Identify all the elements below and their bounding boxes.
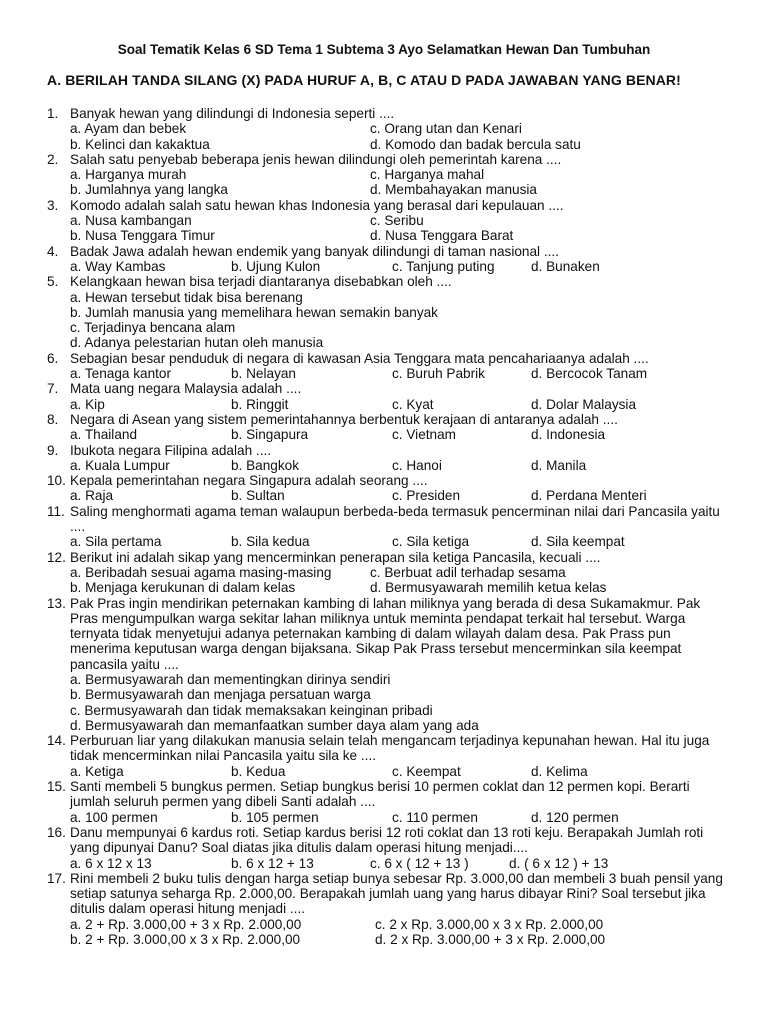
option-d: d. Adanya pelestarian hutan oleh manusia xyxy=(70,335,324,351)
option-a: a. Kuala Lumpur xyxy=(70,457,170,473)
option-b: b. Jumlahnya yang langka xyxy=(70,182,228,198)
option-d: d. Komodo dan badak bercula satu xyxy=(370,136,581,152)
question-text: Banyak hewan yang dilindungi di Indonesia seperti .... xyxy=(70,106,395,121)
option-c: c. Keempat xyxy=(392,763,461,779)
option-d: d. Indonesia xyxy=(531,427,606,443)
question-text: Kelangkaan hewan bisa terjadi diantaranya disebabkan oleh .... xyxy=(70,274,452,290)
option-d: d. Sila keempat xyxy=(531,534,625,550)
option-b: b. Singapura xyxy=(231,427,309,443)
option-c: c. Hanoi xyxy=(392,457,442,473)
option-b: b. Bangkok xyxy=(231,457,300,473)
question-number: 5. xyxy=(47,274,59,290)
question-list xyxy=(47,106,727,947)
question-text: Badak Jawa adalah hewan endemik yang banyak dilindungi di taman nasional .... xyxy=(70,243,559,259)
option-d: d. Membahayakan manusia xyxy=(370,182,537,198)
question-number: 10. xyxy=(47,473,66,489)
question-number: 14. xyxy=(47,733,66,749)
option-d: d. Manila xyxy=(531,457,587,473)
option-c: c. Harganya mahal xyxy=(370,167,485,183)
option-a: a. Beribadah sesuai agama masing-masing xyxy=(70,564,332,580)
question-4 xyxy=(47,244,727,275)
option-c: c. 6 x ( 12 + 13 ) xyxy=(370,855,469,871)
option-b: b. Sultan xyxy=(231,488,285,504)
question-number: 8. xyxy=(47,411,59,427)
option-a: a. Thailand xyxy=(70,427,138,443)
option-b: b. Kelinci dan kakaktua xyxy=(70,136,210,152)
question-16 xyxy=(47,825,727,871)
option-a: a. Tenaga kantor xyxy=(70,366,172,382)
option-a: a. Hewan tersebut tidak bisa berenang xyxy=(70,289,303,305)
option-b: b. Bermusyawarah dan menjaga persatuan warga xyxy=(70,687,371,703)
question-text: Perburuan liar yang dilakukan manusia selain telah mengancam terjadinya kepunahan hewan. Hal itu juga tidak mencerminkan nilai Pancasila yaitu sila ke .... xyxy=(70,733,710,764)
option-d: d. Bermusyawarah dan memanfaatkan sumber daya alam yang ada xyxy=(70,717,479,733)
option-d: d. Nusa Tenggara Barat xyxy=(370,228,514,244)
option-a: a. Sila pertama xyxy=(70,534,162,550)
question-number: 4. xyxy=(47,243,59,259)
question-11 xyxy=(47,504,727,550)
option-d: d. Bermusyawarah memilih ketua kelas xyxy=(370,580,607,596)
option-b: b. 105 permen xyxy=(231,809,319,825)
option-c: c. Kyat xyxy=(392,396,434,412)
option-a: a. Raja xyxy=(70,488,114,504)
question-8 xyxy=(47,412,727,443)
question-text: Kepala pemerintahan negara Singapura adalah seorang .... xyxy=(70,473,428,489)
option-d: d. Bunaken xyxy=(531,258,600,274)
option-d: d. Bercocok Tanam xyxy=(531,366,648,382)
option-c: c. Tanjung puting xyxy=(392,258,495,274)
option-c: c. Seribu xyxy=(370,213,424,229)
question-text: Ibukota negara Filipina adalah .... xyxy=(70,442,272,458)
option-c: c. 110 permen xyxy=(392,809,478,825)
option-b: b. Kedua xyxy=(231,763,286,779)
question-2 xyxy=(47,152,727,198)
option-d: d. Perdana Menteri xyxy=(531,488,647,504)
option-d: d. ( 6 x 12 ) + 13 xyxy=(509,855,609,871)
question-text: Rini membeli 2 buku tulis dengan harga setiap bunya sebesar Rp. 3.000,00 dan membeli 3 buah pensil yang setiap satunya seharga Rp. 2.000,00. Berapakah jumlah uang yang harus dibayar Rini? Soal tersebut jika ditulis dalam operasi hitung menjadi .... xyxy=(70,870,723,917)
question-text: Negara di Asean yang sistem pemerintahannya berbentuk kerajaan di antaranya adalah .... xyxy=(70,411,618,427)
option-b: b. Ringgit xyxy=(231,396,289,412)
option-a: a. Way Kambas xyxy=(70,258,166,274)
option-a: a. 100 permen xyxy=(70,809,158,825)
option-b: b. 2 + Rp. 3.000,00 x 3 x Rp. 2.000,00 xyxy=(70,932,301,948)
question-number: 15. xyxy=(47,779,66,795)
option-c: c. Buruh Pabrik xyxy=(392,366,485,382)
question-text: Saling menghormati agama teman walaupun berbeda-beda termasuk pencerminan nilai dari Pancasila yaitu .... xyxy=(70,503,720,535)
question-9 xyxy=(47,443,727,474)
option-b: b. Nelayan xyxy=(231,366,296,382)
question-text: Santi membeli 5 bungkus permen. Setiap bungkus berisi 10 permen coklat dan 12 permen kopi. Berarti jumlah seluruh permen yang dibeli Santi adalah .... xyxy=(70,779,690,810)
option-c: c. Orang utan dan Kenari xyxy=(370,121,522,137)
option-b: b. Nusa Tenggara Timur xyxy=(70,228,215,244)
question-text: Mata uang negara Malaysia adalah .... xyxy=(70,381,302,397)
question-text: Pak Pras ingin mendirikan peternakan kambing di lahan miliknya yang berada di desa Sukamakmur. Pak Pras mengumpulkan warga sekitar lahan miliknya untuk meminta pendapat terkait hal tersebut. Warga ternyata tidak menyetujui adanya peternakan kambing di dalam wilayah dalam desa. Pak Prass pun menerima keputusan warga dengan bijaksana. Sikap Pak Prass tersebut mencerminkan sila keempat pancasila yaitu .... xyxy=(70,595,701,672)
question-number: 13. xyxy=(47,595,66,611)
option-a: a. Bermusyawarah dan mementingkan dirinya sendiri xyxy=(70,671,391,687)
option-c: c. 2 x Rp. 3.000,00 x 3 x Rp. 2.000,00 xyxy=(375,916,604,932)
section-heading: A. BERILAH TANDA SILANG (X) PADA HURUF A, B, C ATAU D PADA JAWABAN YANG BENAR! xyxy=(47,72,681,88)
question-6 xyxy=(47,351,727,382)
question-number: 9. xyxy=(47,442,59,458)
question-10 xyxy=(47,473,727,504)
question-5 xyxy=(47,274,727,350)
question-13 xyxy=(47,596,727,734)
option-d: d. Kelima xyxy=(531,763,588,779)
question-number: 16. xyxy=(47,824,66,840)
option-a: a. Nusa kambangan xyxy=(70,213,192,229)
option-c: c. Berbuat adil terhadap sesama xyxy=(370,564,566,580)
question-14 xyxy=(47,733,727,779)
option-b: b. 6 x 12 + 13 xyxy=(231,855,314,871)
option-d: d. 120 permen xyxy=(531,809,619,825)
option-b: b. Ujung Kulon xyxy=(231,258,321,274)
question-number: 7. xyxy=(47,381,59,397)
option-a: a. Ketiga xyxy=(70,763,124,779)
option-c: c. Presiden xyxy=(392,488,461,504)
option-a: a. Kip xyxy=(70,396,105,412)
question-number: 3. xyxy=(47,197,59,213)
question-number: 1. xyxy=(47,106,59,121)
document-title: Soal Tematik Kelas 6 SD Tema 1 Subtema 3 Ayo Selamatkan Hewan Dan Tumbuhan xyxy=(117,42,651,57)
option-a: a. Ayam dan bebek xyxy=(70,121,187,137)
option-a: a. 6 x 12 x 13 xyxy=(70,855,152,871)
option-b: b. Sila kedua xyxy=(231,534,310,550)
question-15 xyxy=(47,779,727,825)
option-a: a. 2 + Rp. 3.000,00 + 3 x Rp. 2.000,00 xyxy=(70,916,302,932)
question-number: 11. xyxy=(47,503,65,519)
option-b: b. Jumlah manusia yang memelihara hewan semakin banyak xyxy=(70,304,438,320)
question-17 xyxy=(47,871,727,947)
question-number: 6. xyxy=(47,350,59,366)
option-b: b. Menjaga kerukunan di dalam kelas xyxy=(70,580,296,596)
option-c: c. Vietnam xyxy=(392,427,456,443)
question-number: 17. xyxy=(47,870,66,886)
question-text: Salah satu penyebab beberapa jenis hewan dilindungi oleh pemerintah karena .... xyxy=(70,151,562,167)
question-7 xyxy=(47,381,727,412)
question-3 xyxy=(47,198,727,244)
option-c: c. Sila ketiga xyxy=(392,534,470,550)
question-text: Sebagian besar penduduk di negara di kawasan Asia Tenggara mata pencahariaanya adalah .... xyxy=(70,350,649,366)
question-12 xyxy=(47,550,727,596)
option-a: a. Harganya murah xyxy=(70,167,187,183)
question-number: 12. xyxy=(47,549,66,565)
option-c: c. Bermusyawarah dan tidak memaksakan keinginan pribadi xyxy=(70,702,433,718)
question-text: Danu mempunyai 6 kardus roti. Setiap kardus berisi 12 roti coklat dan 13 roti keju. Berapakah Jumlah roti yang dipunyai Danu? Soal diatas jika ditulis dalam operasi hitung menjadi.... xyxy=(70,824,704,856)
option-d: d. Dolar Malaysia xyxy=(531,396,637,412)
question-text: Berikut ini adalah sikap yang mencerminkan penerapan sila ketiga Pancasila, kecuali .... xyxy=(70,549,601,565)
question-text: Komodo adalah salah satu hewan khas Indonesia yang berasal dari kepulauan .... xyxy=(70,197,564,213)
question-1 xyxy=(47,106,727,152)
question-number: 2. xyxy=(47,151,59,167)
option-d: d. 2 x Rp. 3.000,00 + 3 x Rp. 2.000,00 xyxy=(375,932,606,948)
option-c: c. Terjadinya bencana alam xyxy=(70,320,236,336)
